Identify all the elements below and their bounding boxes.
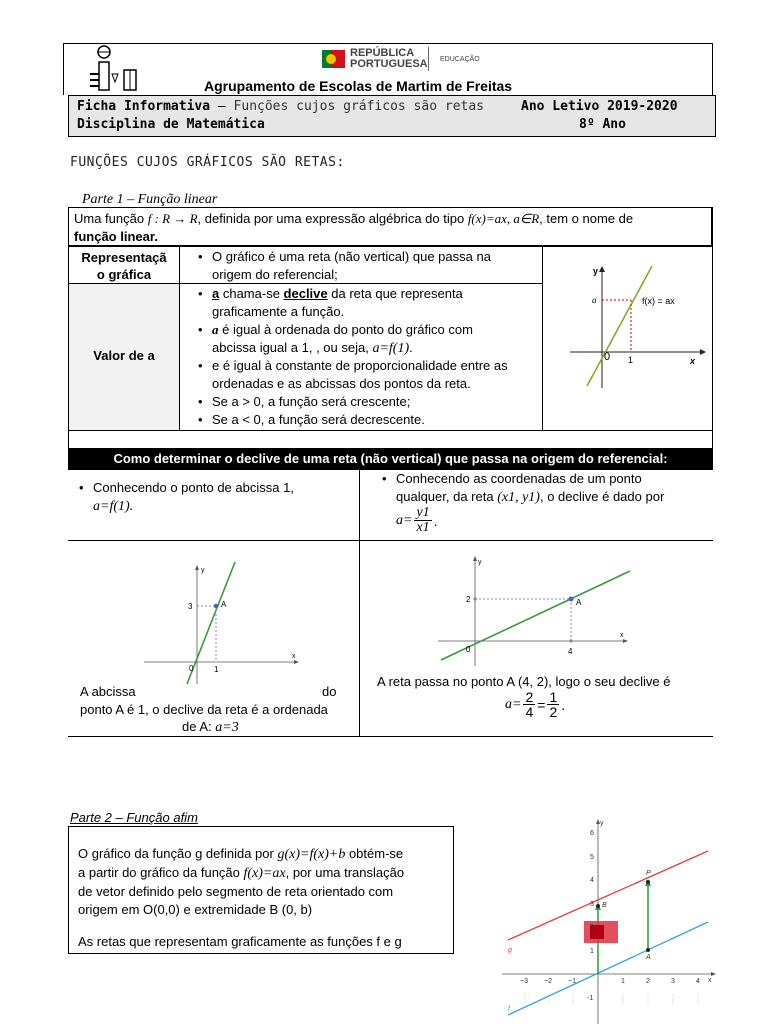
right-caption-1: A reta passa no ponto A (4, 2), logo o seu declive é — [377, 674, 671, 689]
rep-text: • O gráfico é uma reta (não vertical) que passa na origem do referencial; — [212, 248, 491, 284]
ano: 8º Ano — [579, 117, 626, 132]
school-name: Agrupamento de Escolas de Martim de Freitas — [204, 78, 513, 94]
g3-tick-2: 2 — [466, 595, 471, 604]
g4-xtick: −2 — [544, 978, 552, 985]
valor-bullet-3: • e é igual à constante de proporcionalidade entre as ordenadas e as abcissas dos pontos da reta. — [212, 357, 508, 393]
ficha-label: Ficha Informativa — [77, 99, 211, 114]
ficha-topic: Funções cujos gráficos são retas — [233, 99, 484, 114]
g4-xtick: 4 — [696, 978, 700, 985]
spacer-row — [68, 430, 713, 448]
g4-y-label: y — [600, 820, 604, 827]
g4-ytick: 2 — [590, 924, 594, 931]
g3-x-label: x — [620, 632, 624, 639]
g4-ytick: 6 — [590, 830, 594, 837]
main-title: FUNÇÕES CUJOS GRÁFICOS SÃO RETAS: — [70, 155, 345, 170]
g4-ytick: 3 — [590, 901, 594, 908]
g3-origin: 0 — [466, 645, 471, 654]
g2-y-label: y — [201, 567, 205, 574]
left-caption-3: de A: a=3 — [182, 719, 239, 735]
g4-ytick: 1 — [590, 948, 594, 955]
g4-g-label: g — [508, 947, 512, 954]
left-caption-1a: A abcissa — [80, 684, 136, 699]
logo-text-2: PORTUGUESA — [350, 58, 428, 70]
ano-letivo: Ano Letivo 2019-2020 — [521, 99, 678, 114]
g1-fx-label: f(x) = ax — [642, 296, 675, 306]
declive-formula: a= $\frac{y1}{x1}$ . — [396, 505, 438, 535]
g2-point-A: A — [221, 600, 227, 609]
part2-heading: Parte 2 – Função afim — [70, 810, 198, 825]
g4-xtick: 2 — [646, 978, 650, 985]
row-divider-2 — [68, 736, 713, 737]
valor-bullet-4: • Se a > 0, a função será crescente; — [212, 393, 410, 411]
declive-right-text: • Conhecendo as coordenadas de um ponto qualquer, da reta (x1, y1), o declive é dado por — [396, 470, 664, 507]
row-divider-1 — [68, 540, 713, 541]
g1-origin-label: 0 — [604, 351, 611, 363]
part2-text: O gráfico da função g definida por g(x)=f(x)+b obtém-se a partir do gráfico da função f(x)=ax, por uma translação de vetor definido pelo segmento de reta orientado com origem em O(0,0) e extremidade B (0, b) As retas que representam graficamente as funções f e g — [78, 846, 405, 949]
logo-sub: EDUCAÇÃO — [440, 56, 480, 63]
g4-xtick: 3 — [671, 978, 675, 985]
g1-a-label: a — [592, 295, 597, 305]
part1-heading: Parte 1 – Função linear — [82, 192, 218, 207]
g3-tick-4: 4 — [568, 647, 573, 656]
col-divider — [359, 470, 360, 737]
right-caption-formula: a= $\frac{2}{4}$ = $\frac{1}{2}$ . — [505, 689, 566, 720]
logo-text-1: REPÚBLICA — [350, 47, 415, 59]
g2-tick-1: 1 — [214, 665, 219, 674]
g4-f-label: f — [508, 1006, 510, 1013]
g2-x-label: x — [292, 653, 296, 660]
left-caption-2: ponto A é 1, o declive da reta é a ordenada — [80, 702, 328, 717]
g4-point-A: A — [646, 954, 651, 961]
ficha-dash: – — [210, 99, 234, 114]
left-caption-1b: do — [322, 684, 337, 699]
declive-graph-right — [430, 552, 635, 667]
g2-origin: 0 — [189, 664, 194, 673]
g4-xtick: −1 — [568, 978, 576, 985]
info-box — [68, 95, 716, 137]
g2-tick-3: 3 — [188, 602, 193, 611]
g4-x-label: x — [708, 977, 712, 984]
affine-function-graph — [500, 815, 725, 1024]
valor-bullet-2: • a é igual à ordenada do ponto do gráfico com abcissa igual a 1, , ou seja, a=f(1). — [212, 321, 473, 358]
declive-graph-left — [140, 560, 305, 685]
g1-x-label: x — [690, 356, 696, 366]
g4-point-P: P — [646, 870, 651, 877]
g4-point-B: B — [602, 902, 607, 909]
school-logo-icon — [84, 44, 144, 94]
g4-ytick: 5 — [590, 854, 594, 861]
g4-xtick: −3 — [520, 978, 528, 985]
g1-y-label: y — [593, 266, 599, 276]
republica-flag-icon — [322, 48, 348, 70]
g4-ytick: -1 — [587, 995, 594, 1002]
g3-point-A: A — [576, 598, 582, 607]
logo-divider — [428, 47, 429, 71]
linear-function-graph — [560, 260, 710, 395]
definition-text: Uma função f : R → R, definida por uma expressão algébrica do tipo f(x)=ax, a∈R, tem o nome de função linear. — [74, 211, 634, 244]
g4-ytick: 4 — [590, 877, 594, 884]
valor-bullet-1: • a chama-se declive da reta que representa graficamente a função. — [212, 285, 463, 321]
valor-label: Valor de a — [93, 348, 155, 363]
disciplina: Disciplina de Matemática — [77, 117, 265, 132]
g4-xtick: 1 — [621, 978, 625, 985]
g1-one-label: 1 — [628, 355, 634, 365]
rep-label: Representaçã o gráfica — [81, 250, 167, 282]
declive-left-text: • Conhecendo o ponto de abcissa 1, a=f(1). — [93, 479, 294, 516]
declive-banner: Como determinar o declive de uma reta (não vertical) que passa na origem do referencial: — [68, 448, 713, 470]
g3-y-label: y — [478, 559, 482, 566]
valor-bullet-5: • Se a < 0, a função será decrescente. — [212, 411, 425, 429]
